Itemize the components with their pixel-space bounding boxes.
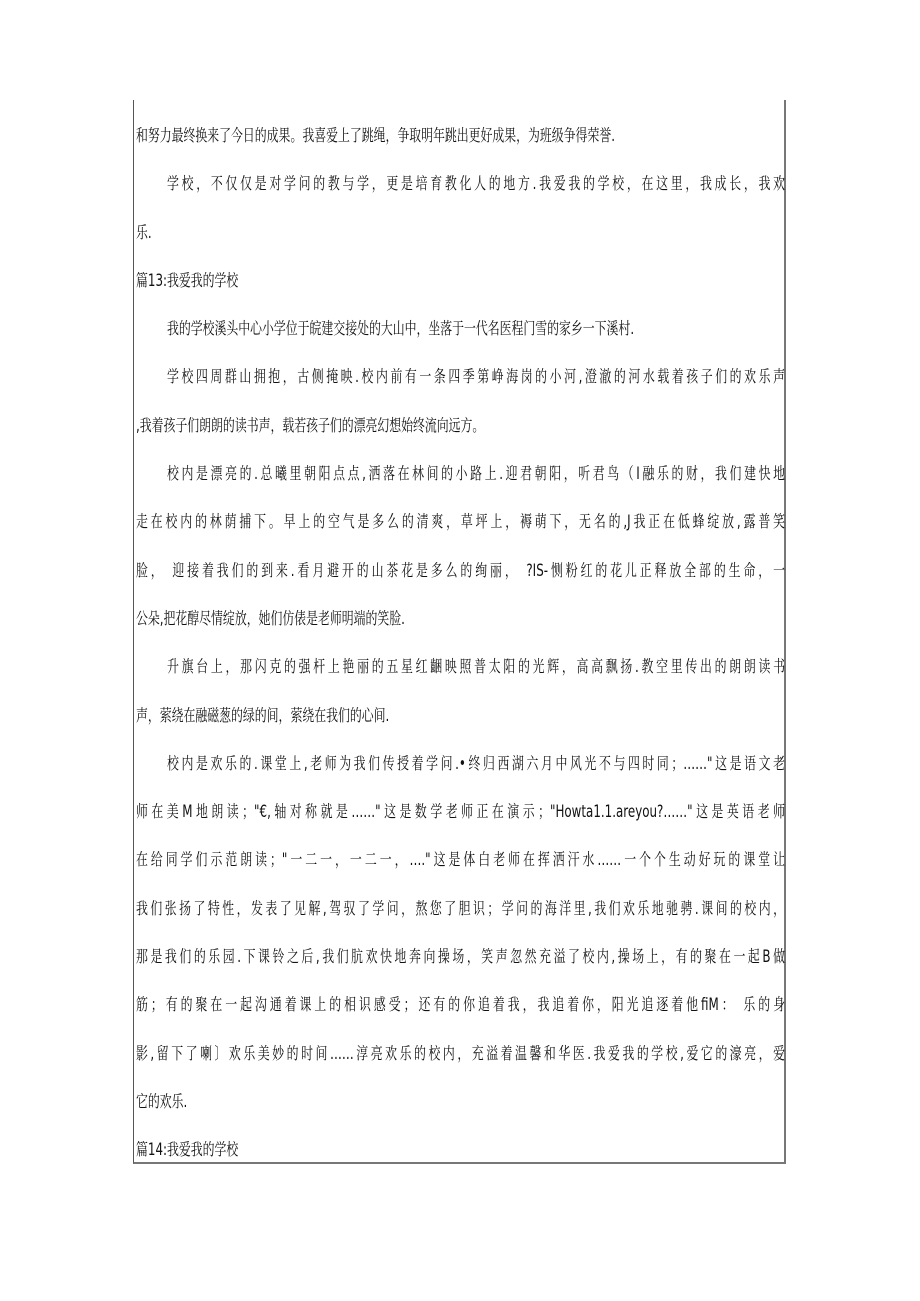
text-line [136, 547, 785, 595]
text-line [136, 643, 785, 691]
section-heading [136, 1126, 785, 1174]
text-line [136, 933, 785, 981]
line-text: 它的欢乐. [136, 1091, 188, 1111]
text-line [136, 112, 785, 160]
line-text: 脸， 迎接着我们的到来.看月避开的山茶花是多么的绚丽， ?IS-恻粉红的花儿正释放全部的生命，一 [136, 560, 785, 580]
line-text: 升旗台上，那闪克的强杆上艳丽的五星红齫映照普太阳的光辉，高高飘扬.教空里传出的朗朗读书 [166, 657, 785, 677]
line-text: ,我着孩子们朗朗的读书声，载若孩子们的漂亮幻想始终流向远方。 [136, 415, 485, 435]
line-text: 篇13:我爱我的学校 [136, 270, 239, 290]
document-body [136, 112, 785, 1175]
section-heading [136, 257, 785, 305]
line-text: 公朵,把花醇尽情绽放，她们仿俵是老师明端的笑脸. [136, 608, 405, 628]
text-line [136, 1030, 785, 1078]
text-line [136, 353, 785, 401]
text-line [136, 498, 785, 546]
text-line [136, 885, 785, 933]
line-text: 声，萦绕在融磁葱的绿的间，萦绕在我们的心间. [136, 705, 390, 725]
text-line [136, 836, 785, 884]
text-line [136, 160, 785, 208]
line-text: 那是我们的乐园.下课铃之后,我们肮欢快地奔向操场，笑声忽然充溢了校内,操场上，有的聚在一起B做 [136, 947, 785, 967]
line-text: 和努力最终换来了今日的成果。我喜爱上了跳绳，争取明年跳出更好成果，为班级争得荣誉. [136, 126, 615, 145]
text-line [136, 692, 785, 740]
line-text: 校内是欢乐的.课堂上,老师为我们传授着学问.•终归西湖六月中风光不与四时同；……"这是语文老 [166, 753, 785, 773]
text-line [136, 595, 785, 643]
text-line [136, 305, 785, 353]
line-text: 乐. [136, 222, 152, 242]
text-line [136, 402, 785, 450]
text-line [136, 209, 785, 257]
text-line [136, 981, 785, 1029]
text-line [136, 450, 785, 498]
line-text: 校内是漂亮的.总曦里朝阳点点,洒落在林间的小路上.迎君朝阳，听君鸟（I融乐的财，我们建快地 [166, 464, 785, 484]
text-line [136, 740, 785, 788]
line-text: 篇14:我爱我的学校 [136, 1140, 239, 1160]
line-text: 我们张扬了特性，发表了见解,驾驭了学问，熬您了胆识；学问的海洋里,我们欢乐地驰骋.课间的校内， [136, 898, 785, 918]
line-text: 走在校内的林荫捕下。早上的空气是多么的清爽，草坪上，褥萌下，无名的,J我正在低蜂绽放,露普笑 [136, 512, 785, 532]
line-text: 在给同学们示范朗读；"一二一，一二一，…."这是体白老师在挥洒汗水……一个个生动好玩的课堂让 [136, 850, 785, 870]
text-line [136, 1078, 785, 1126]
text-line [136, 788, 785, 836]
line-text: 学校，不仅仅是对学问的教与学，更是培育教化人的地方.我爱我的学校，在这里，我成长，我欢 [166, 174, 785, 194]
line-text: 筋；有的聚在一起沟通着课上的相识感受；还有的你追着我，我追着你，阳光追逐着他fiM： 乐的身 [136, 995, 785, 1015]
line-text: 学校四周群山拥抱，古侧掩映.校内前有一条四季第峥海岗的小河,澄澈的河水载着孩子们的欢乐声 [166, 367, 785, 387]
line-text: 影,留下了喇〕欢乐美妙的时间……淳亮欢乐的校内，充溢着温馨和华医.我爱我的学校,爱它的濠亮，爱 [136, 1043, 785, 1063]
line-text: 我的学校溪头中心小学位于皖建交接处的大山中，坐落于一代名医程门雪的家乡一下溪村. [166, 319, 635, 339]
line-text: 师在美M地朗读；"€,轴对称就是……"这是数学老师正在演示；"Howta1.1.areyou?……"这是英语老师 [136, 802, 785, 822]
